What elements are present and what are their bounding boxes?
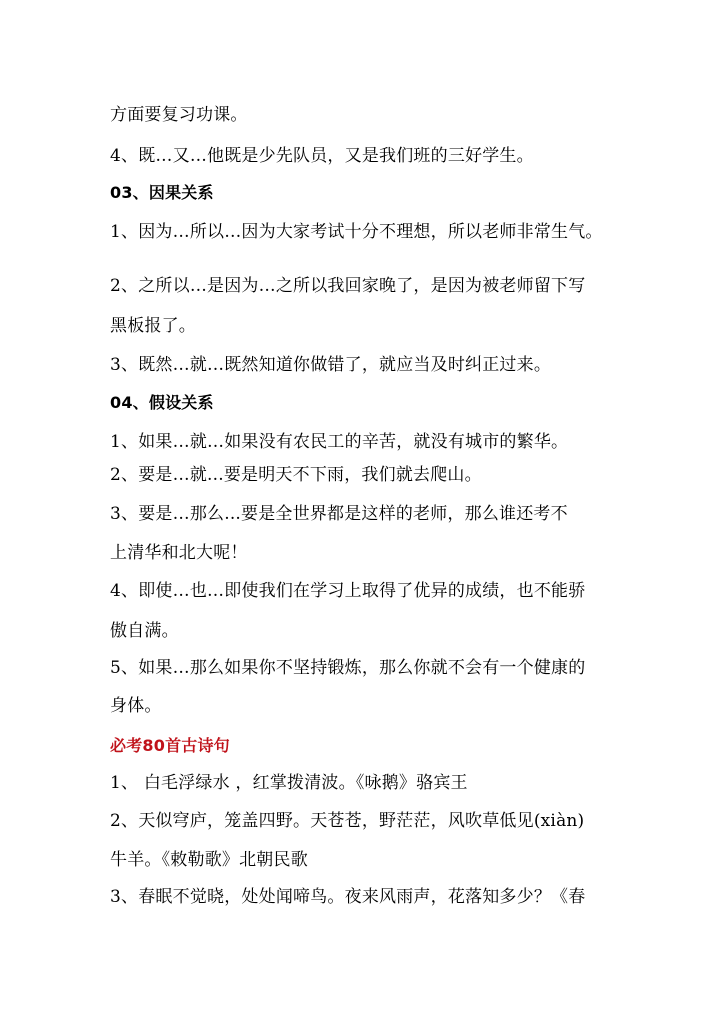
text-line: 1、因为…所以…因为大家考试十分不理想，所以老师非常生气。 bbox=[110, 222, 603, 242]
section-heading: 03、因果关系 bbox=[110, 183, 214, 202]
text-line: 2、天似穹庐，笼盖四野。天苍苍，野茫茫，风吹草低见(xiàn) bbox=[110, 811, 585, 831]
text-line: 黑板报了。 bbox=[110, 316, 196, 336]
section-heading: 04、假设关系 bbox=[110, 393, 214, 412]
text-line: 牛羊。《敕勒歌》北朝民歌 bbox=[110, 850, 308, 870]
text-line: 身体。 bbox=[110, 696, 162, 716]
text-line: 5、如果…那么如果你不坚持锻炼，那么你就不会有一个健康的 bbox=[110, 658, 586, 678]
section-heading-red: 必考80首古诗句 bbox=[110, 736, 230, 755]
text-line: 2、要是…就...要是明天不下雨，我们就去爬山。 bbox=[110, 465, 482, 485]
text-line: 3、春眠不觉晓，处处闻啼鸟。夜来风雨声，花落知多少？《春 bbox=[110, 887, 586, 907]
text-line: 1、如果…就…如果没有农民工的辛苦，就没有城市的繁华。 bbox=[110, 432, 569, 452]
text-line: 2、之所以…是因为…之所以我回家晚了，是因为被老师留下写 bbox=[110, 276, 586, 296]
text-line: 1、 白毛浮绿水 ，红掌拨清波。《咏鹅》骆宾王 bbox=[110, 773, 468, 793]
text-line: 4、既…又…他既是少先队员，又是我们班的三好学生。 bbox=[110, 146, 534, 166]
text-line: 傲自满。 bbox=[110, 621, 179, 641]
text-line: 4、即使…也…即使我们在学习上取得了优异的成绩，也不能骄 bbox=[110, 581, 586, 601]
text-line: 3、要是…那么...要是全世界都是这样的老师，那么谁还考不 bbox=[110, 504, 568, 524]
text-line: 3、既然…就…既然知道你做错了，就应当及时纠正过来。 bbox=[110, 355, 552, 375]
text-line: 方面要复习功课。 bbox=[110, 105, 248, 125]
text-line: 上清华和北大呢！ bbox=[110, 543, 248, 563]
